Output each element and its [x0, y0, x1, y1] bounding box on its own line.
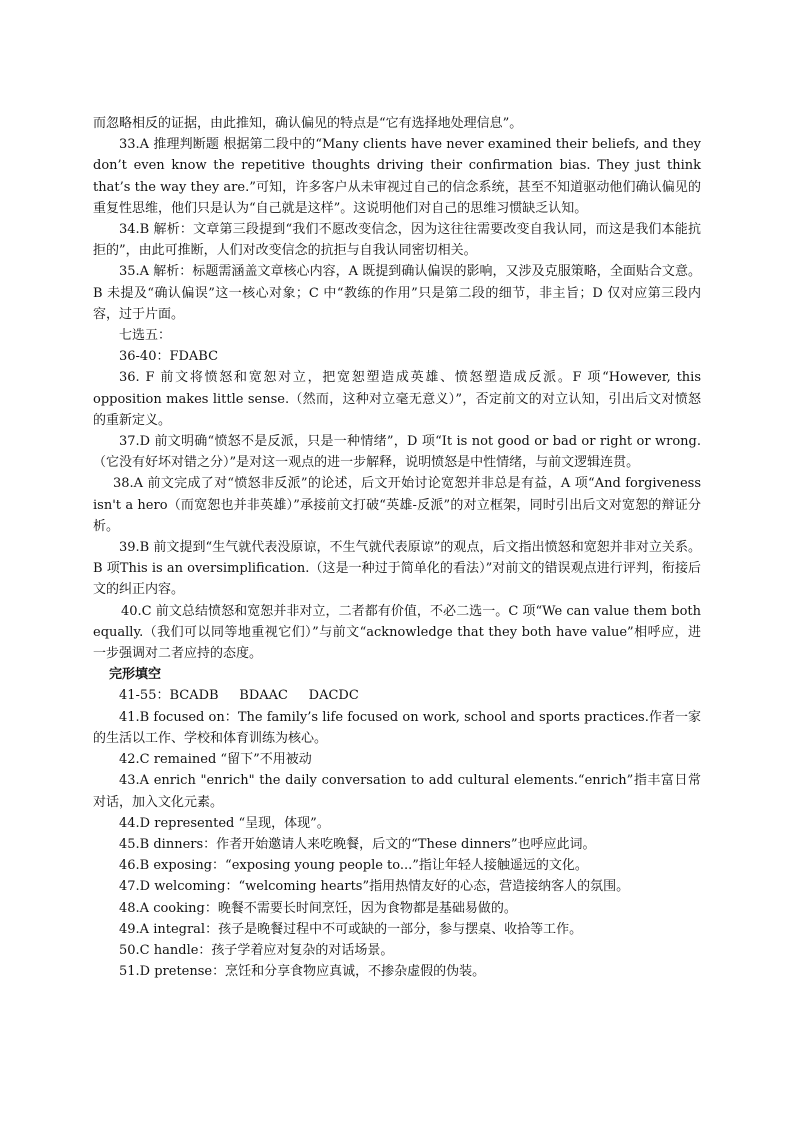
answer-46: 46.B exposing：“exposing young people to...”指让年轻人接触遥远的文化。: [119, 858, 588, 874]
answer-44: 44.D represented “呈现，体现”。: [119, 815, 330, 831]
answer-33: 33.A 推理判断题 根据第二段中的“Many clients have never examined their beliefs, and they don’t even know the repetitive thoughts driving their confirmation bias. They just think that’s the way they are.”可知，许多客户从未审视过自己的信念系统，甚至不知道驱动他们确认偏见的重复性思维，他们只是认为“自己就是这样”。这说明他们对自己的思维习惯缺乏认知。: [93, 137, 701, 216]
answer-42: 42.C remained “留下”不用被动: [119, 752, 312, 768]
answer-50: 50.C handle：孩子学着应对复杂的对话场景。: [119, 942, 394, 958]
answer-35: 35.A 解析：标题需涵盖文章核心内容，A 既提到确认偏误的影响，又涉及克服策略，全面贴合文意。B 未提及“确认偏误”这一核心对象；C 中“教练的作用”只是第二段的细节，非主旨；D 仅对应第三段内容，过于片面。: [93, 264, 701, 322]
answer-37: 37.D 前文明确“愤怒不是反派，只是一种情绪”，D 项“It is not good or bad or right or wrong.（它没有好坏对错之分）”是对这一观点的进一步解释，说明愤怒是中性情绪，与前文逻辑连贯。: [93, 434, 701, 471]
answer-40: 40.C 前文总结愤怒和宽恕并非对立，二者都有价值，不必二选一。C 项“We can value them both equally.（我们可以同等地重视它们）”与前文“acknowledge that they both have value”相呼应，进一步强调对二者应持的态度。: [93, 603, 701, 662]
answer-34: 34.B 解析：文章第三段提到“我们不愿改变信念，因为这往往需要改变自我认同，而这是我们本能抗拒的”，由此可推断，人们对改变信念的抗拒与自我认同密切相关。: [93, 222, 701, 259]
answer-48: 48.A cooking：晚餐不需要长时间烹饪，因为食物都是基础易做的。: [119, 900, 517, 916]
answer-49: 49.A integral：孩子是晚餐过程中不可或缺的一部分，参与摆桌、收拾等工作。: [119, 921, 583, 937]
answers-label: 41-55：: [119, 688, 170, 704]
answers-36-40: 36-40：FDABC: [119, 349, 219, 365]
paragraph-continued: 而忽略相反的证据，由此推知，确认偏见的特点是“它有选择地处理信息”。: [93, 116, 523, 131]
answers-group-2: BDAAC: [239, 688, 288, 704]
answers-41-55: [93, 685, 701, 706]
answer-38: 38.A 前文完成了对“愤怒非反派”的论述，后文开始讨论宽恕并非总是有益，A 项“And forgiveness isn't a hero（而宽恕也并非英雄）”承接前文打破“英雄-反派”的对立框架，同时引出后文对宽恕的辩证分析。: [93, 476, 701, 534]
answers-group-1: BCADB: [169, 688, 219, 704]
section-heading-seven-choose-five: 七选五：: [119, 328, 172, 344]
answer-43: 43.A enrich "enrich" the daily conversation to add cultural elements.“enrich”指丰富日常对话，加入文化元素。: [93, 773, 701, 810]
answer-36: 36. F 前文将愤怒和宽恕对立，把宽恕塑造成英雄、愤怒塑造成反派。F 项“However, this opposition makes little sense.（然而，这种对立毫无意义）”，否定前文的对立认知，引出后文对愤怒的重新定义。: [93, 370, 701, 428]
answer-51: 51.D pretense：烹饪和分享食物应真诚，不掺杂虚假的伪装。: [119, 964, 486, 980]
section-heading-cloze: 完形填空: [109, 667, 162, 683]
answers-group-3: DACDC: [308, 688, 359, 704]
answer-key-content: [93, 113, 701, 982]
answer-45: 45.B dinners：作者开始邀请人来吃晚餐，后文的“These dinners”也呼应此词。: [119, 836, 596, 852]
answer-39: 39.B 前文提到“生气就代表没原谅，不生气就代表原谅”的观点，后文指出愤怒和宽恕并非对立关系。B 项This is an oversimplification.（这是一种过于简单化的看法）”对前文的错误观点进行评判，衔接后文的纠正内容。: [93, 540, 701, 598]
answer-47: 47.D welcoming：“welcoming hearts”指用热情友好的心态，营造接纳客人的氛围。: [119, 879, 630, 895]
answer-41: 41.B focused on：The family’s life focused on work, school and sports practices.作者一家的生活以工作、学校和体育训练为核心。: [93, 709, 701, 746]
